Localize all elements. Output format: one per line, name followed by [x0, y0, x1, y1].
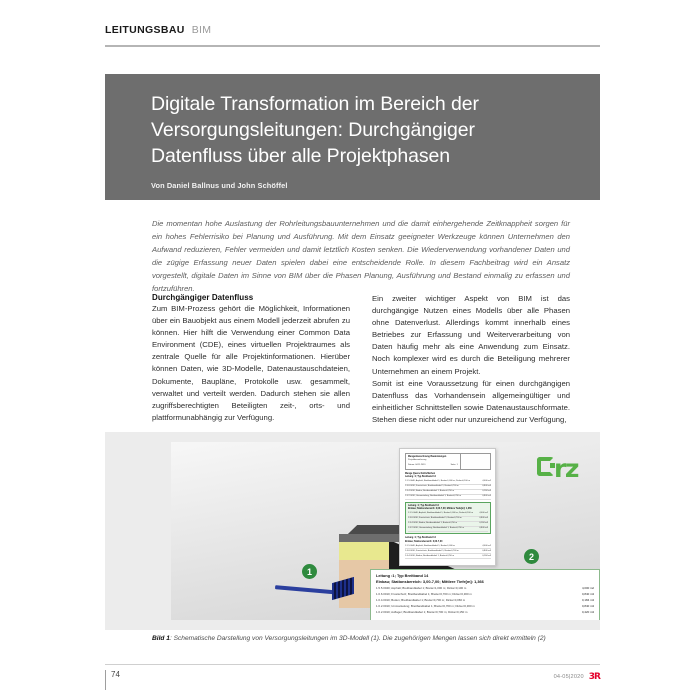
publication-logo-3r: 3R: [588, 672, 600, 682]
report-row-label: 1.6.2.0010; Ummantelung; Breitbandkabel 1; Breite=0,700 m: [408, 527, 464, 530]
report-section-highlighted: [405, 502, 491, 534]
figure-canvas: [171, 442, 600, 620]
callout-rows: [376, 586, 594, 614]
quantity-report-sheet: [399, 448, 496, 566]
column-left-paragraph: Zum BIM-Prozess gehört die Möglichkeit, Informationen über ein Bauobjekt aus einem Modell jederzeit abrufen zu können. Hier hilft die Verwendung einer Common Data Environment (CDE), eines virtuellen Projektraumes als zentrale Quelle für alle Projektinformationen. Hierüber können Daten, wie 3D-Modelle, Datenaustauschdateien, Dokumente, Baupläne, Protokolle usw. gesammelt, verwaltet und verteilt werden. Dadurch stehen sie allen zugriffsberechtigten Beteiligten zeit-, orts- und plattformunabhängig zur Verfügung.: [152, 304, 350, 422]
page-title-line-3: Datenfluss über alle Projektphasen: [151, 144, 451, 167]
report-section-heading: Leitung :1; Typ Breitband 14: [405, 537, 436, 540]
report-header: [405, 453, 491, 470]
report-row-value: 0,840 m3: [479, 527, 488, 530]
report-row-value: 0,184 m3: [479, 522, 488, 525]
folio-bar: [105, 670, 106, 690]
callout-row: [376, 604, 594, 608]
issue-label: 04-05|2020: [553, 674, 584, 680]
brz-logo-mark: [537, 457, 554, 476]
report-row-label: 1.5.5.0040; Asphalt; Breitbandkabel 1; Breite=1,000 m; Dicke=0,100 m: [405, 480, 470, 483]
callout-row-label: 1.6.4.0010; Boden; Breitbandkabel 1; Breite=0,700 m; Dicke=0,066 m: [376, 597, 466, 602]
layer-frost-protection: [339, 542, 389, 560]
column-right: [372, 293, 570, 426]
report-row-label: 1.6.4.0010; Boden; Breitbandkabel 1; Breite=0,700 m: [408, 522, 458, 525]
callout-row-label: 1.6.6.0010; Frostschutz; Breitbandkabel 1; Breite=0,700 m; Dicke=0,300 m: [376, 591, 472, 596]
callout-row-value: 0,420 m3: [581, 609, 594, 614]
lead-paragraph: Die momentan hohe Auslastung der Rohrleitungsbauunternehmen und die damit einhergehende Zeitknappheit sorgen für ein hohes Fehlerrisiko bei Planung und Ausführung. Mit dem Einsatz geeigneter Werkzeuge können Unternehmen den Aufwand reduzieren, Fehler vermeiden und damit letztlich Kosten senken. Die Wiederverwendung vorhandener Daten und die zügige Erfassung neuer Daten spielen dabei eine entscheidende Rolle. In diesem Fachbeitrag wird ein Ansatz vorgestellt, digitale Daten im Sinne von BIM über die Phasen Planung, Ausführung und Bestand einmalig zu erfassen und fortzuführen.: [152, 219, 570, 294]
callout-row-value: 0,184 m3: [581, 597, 594, 602]
callout-heading-1: Leitung :1; Typ Breitband 14: [376, 573, 429, 578]
page-title-line-2: Versorgungsleitungen: Durchgängiger: [151, 118, 475, 141]
column-right-paragraph-2: Somit ist eine Voraussetzung für einen durchgängigen Datenfluss das Vorhandensein allgemeingültiger und einheitlicher Schnittstellen sowie Datenaustauschformate. Stehen diese nicht oder nur unzureichend zur Verfügung,: [372, 378, 570, 424]
report-row-label: 1.5.5.0040; Asphalt; Breitbandkabel 1; Breite=1,000 m; Dicke=0,100 m: [408, 512, 473, 515]
report-row-value: 0,184 m3: [482, 490, 491, 493]
running-head-subject: BIM: [191, 24, 212, 36]
report-section-subheading: Einbau; Stationsbereich: 3,00-7,00: [405, 540, 443, 543]
road-edge-slab: [339, 534, 403, 542]
section-heading: Durchgängiger Datenfluss: [152, 293, 254, 302]
page-title: [151, 92, 576, 170]
footer-rule: [105, 664, 600, 665]
report-section-subheading: Leitung :1; Typ Breitband 14: [405, 476, 436, 479]
running-head-rule: [105, 45, 600, 47]
callout-row-label: 1.5.5.0040; Asphalt; Breitbandkabel 1; Breite=1,000 m; Dicke=0,100 m: [376, 585, 467, 590]
report-row-label: 1.6.4.0010; Boden; Breitbandkabel 1; Breite=0,700 m: [405, 490, 455, 493]
report-section-heading: Menge Querschnittsflächen: [405, 472, 436, 475]
report-date: Datum: 04.11.2019: [408, 463, 426, 466]
callout-row-value: 0,840 m3: [581, 591, 594, 596]
report-row-value: 4,000 m2: [479, 512, 488, 515]
report-section-subheading: Einbau; Stationsbereich: 3,00-7,00; Mittlere Tiefe[m]: 1,366: [408, 508, 472, 511]
report-row-value: 0,840 m3: [482, 495, 491, 498]
report-section-heading: Leitung :1; Typ Breitband 14: [408, 504, 439, 507]
column-right-paragraph-1: Ein zweiter wichtiger Aspekt von BIM ist das durchgängige Nutzen eines Modells über alle Phasen ohne Datenverlust. Allerdings kommt innerhalb eines Betriebes zur Erfassung und Weiterverarbeitung von Daten häufig mehr als eine Anwendung zum Einsatz. Noch komplexer wird es durch die Beteiligung mehrerer Unternehmen an einem Projekt.: [372, 294, 570, 376]
brz-logo-text: rz: [554, 454, 578, 483]
report-row-value: 0,840 m3: [479, 517, 488, 520]
report-sections: [405, 473, 491, 559]
callout-heading-2: Einbau; Stationsbereich: 3,00-7,00; Mittlere Tiefe[m]: 1,366: [376, 578, 484, 584]
page-title-line-1: Digitale Transformation im Bereich der: [151, 93, 479, 115]
figure-caption-label: Bild 1: [152, 635, 170, 642]
callout-row: [376, 586, 594, 590]
report-title: Mengenberechnung Bauleistungen: [408, 456, 447, 458]
report-page: Seite: 1: [450, 463, 458, 466]
report-row-label: 1.6.6.0010; Frostschutz; Breitbandkabel 1; Breite=0,700 m: [408, 517, 462, 520]
column-left: [152, 293, 350, 426]
page-number: 74: [111, 670, 120, 679]
folio: [105, 670, 120, 690]
report-row: [405, 554, 491, 559]
figure-badge-2: 2: [524, 549, 539, 564]
report-row-label: 1.6.6.0010; Frostschutz; Breitbandkabel 1; Breite=0,700 m: [405, 485, 459, 488]
report-row-value: 4,000 m2: [482, 544, 491, 547]
report-row-label: 1.5.5.0040; Asphalt; Breitbandkabel 1; Breite=1,000 m: [405, 544, 455, 547]
running-head-rubric: LEITUNGSBAU: [105, 24, 185, 36]
callout-row: [376, 610, 594, 614]
running-head: [105, 24, 600, 36]
report-section: [405, 537, 491, 559]
figure-image: [105, 432, 600, 630]
report-row-label: 1.6.4.0010; Boden; Breitbandkabel 1; Breite=0,700 m: [405, 554, 455, 557]
report-row: [408, 527, 488, 532]
report-row-value: 0,840 m3: [482, 485, 491, 488]
report-row-label: 1.6.2.0010; Ummantelung; Breitbandkabel 1; Breite=0,700 m: [405, 495, 461, 498]
report-row-value: 4,000 m2: [482, 480, 491, 483]
report-row-label: 1.6.6.0010; Frostschutz; Breitbandkabel 1; Breite=0,700 m: [405, 549, 459, 552]
report-row: [405, 495, 491, 500]
footer-right: [554, 672, 600, 682]
report-row-value: 0,184 m3: [482, 554, 491, 557]
byline: Von Daniel Ballnus und John Schöffel: [151, 180, 288, 190]
figure-badge-1: 1: [302, 564, 317, 579]
figure-caption-text: : Schematische Darstellung von Versorgungsleitungen im 3D-Modell (1). Die zugehörigen Mengen lassen sich direkt ermitteln (2): [169, 635, 546, 642]
body-columns: [152, 293, 570, 426]
callout-row: [376, 598, 594, 602]
figure-caption: [152, 634, 600, 643]
callout-row-label: 1.6.2.0010; Auflager; Breitbandkabel 1; Breite=0,700 m; Dicke=0,150 m: [376, 609, 468, 614]
callout-row-value: 4,000 m2: [581, 585, 594, 590]
report-section: [405, 473, 491, 500]
report-header-right-cell: [461, 454, 490, 469]
title-block: [105, 74, 600, 200]
report-row-value: 0,840 m3: [482, 549, 491, 552]
report-project: Projektbezeichnung: [408, 459, 427, 462]
quantity-callout-box: [370, 569, 600, 620]
callout-row-value: 0,840 m3: [581, 603, 594, 608]
callout-row-label: 1.6.2.0010; Ummantelung; Breitbandkabel 1; Breite=0,700 m; Dicke=0,300 m: [376, 603, 475, 608]
callout-row: [376, 592, 594, 596]
